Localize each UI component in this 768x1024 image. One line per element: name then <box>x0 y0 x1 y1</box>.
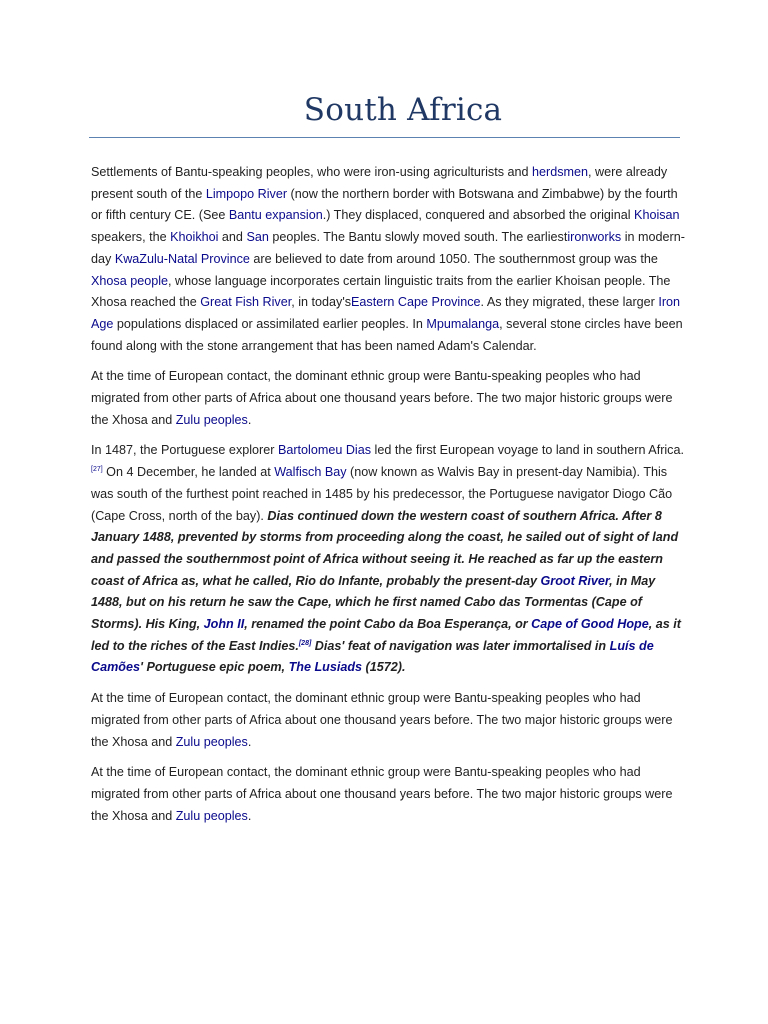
text-run: At the time of European contact, the dominant ethnic group were Bantu-speaking peoples who had migrated from other parts of Africa about one thousand years before. The two major historic groups were the Xhosa and <box>91 765 673 823</box>
link-zulu-peoples[interactable]: Zulu peoples <box>175 734 248 749</box>
paragraph-european-contact <box>91 366 689 431</box>
text-run: (now known as Walvis Bay in present-day Namibia). This was south of the furthest point reached in 1485 by his predecessor, the Portuguese navigator Diogo Cão (Cape Cross, north of the bay). <box>91 465 673 523</box>
link-iron-age[interactable]: Iron Age <box>91 295 681 331</box>
link-bartolomeu-dias[interactable]: Bartolomeu Dias <box>277 443 372 458</box>
text-run: . <box>247 412 252 427</box>
text-run: , renamed the point Cabo da Boa Esperança, or <box>244 617 532 632</box>
text-run: and <box>218 230 247 245</box>
reference-28[interactable]: [28] <box>298 639 312 647</box>
text-run: . <box>247 808 252 823</box>
text-run: , whose language incorporates certain linguistic traits from the earlier Khoisan people. The Xhosa reached the <box>91 273 671 310</box>
text-run: , were already present south of the <box>91 165 668 201</box>
text-run: , in today's <box>291 295 352 310</box>
reference-27[interactable]: [27] <box>91 465 103 473</box>
text-run: .) They displaced, conquered and absorbed the original <box>322 208 635 223</box>
link-john-ii[interactable]: John II <box>203 617 245 632</box>
page-title: South Africa <box>303 92 503 128</box>
link-cape-of-good-hope[interactable]: Cape of Good Hope <box>531 617 649 632</box>
text-run: On 4 December, he landed at <box>102 465 275 480</box>
text-run: (1572). <box>362 660 406 675</box>
link-ironworks[interactable]: ironworks <box>567 230 622 245</box>
paragraph-european-contact-repeat-2 <box>91 762 689 827</box>
link-bantu-expansion[interactable]: Bantu expansion <box>228 208 323 223</box>
text-run: Dias continued down the western coast of southern Africa. After 8 January 1488, prevented by storms from proceeding along the coast, he sailed out of sight of land and passed the southernmost point of Africa without seeing it. He reached as far up the eastern coast of Africa as, what he called, Rio do Infante, probably the present-day <box>91 508 679 588</box>
article-body <box>91 162 689 836</box>
link-mpumalanga[interactable]: Mpumalanga <box>426 316 500 331</box>
text-run: populations displaced or assimilated earlier peoples. In <box>113 316 427 331</box>
link-limpopo-river[interactable]: Limpopo River <box>205 186 288 201</box>
link-zulu-peoples[interactable]: Zulu peoples <box>175 412 248 427</box>
text-run: (now the northern border with Botswana and Zimbabwe) by the fourth or fifth century CE. (See <box>91 186 678 223</box>
link-great-fish-river[interactable]: Great Fish River <box>200 295 292 310</box>
text-run: In 1487, the Portuguese explorer <box>91 443 278 458</box>
emphasis-block <box>91 509 681 675</box>
link-kwazulu-natal-province[interactable]: KwaZulu-Natal Province <box>114 251 250 266</box>
link-xhosa-people[interactable]: Xhosa people <box>91 273 169 288</box>
text-run: in modern-day <box>91 230 685 266</box>
link-khoikhoi[interactable]: Khoikhoi <box>170 230 219 245</box>
text-run: , as it led to the riches of the East Indies. <box>91 617 681 653</box>
link-san[interactable]: San <box>246 230 269 245</box>
text-run: . As they migrated, these larger <box>480 295 659 310</box>
text-run: Settlements of Bantu-speaking peoples, who were iron-using agriculturists and <box>91 165 533 179</box>
text-run: speakers, the <box>91 230 171 245</box>
text-run: ' Portuguese epic poem, <box>140 660 289 675</box>
title-underline <box>89 137 680 138</box>
link-eastern-cape-province[interactable]: Eastern Cape Province <box>351 295 481 310</box>
link-herdsmen[interactable]: herdsmen <box>532 165 589 179</box>
link-walfisch-bay[interactable]: Walfisch Bay <box>274 465 347 480</box>
link-the-lusiads[interactable]: The Lusiads <box>288 660 363 675</box>
text-run: Dias' feat of navigation was later immortalised in <box>311 638 610 653</box>
text-run: , several stone circles have been found along with the stone arrangement that has been named Adam's Calendar. <box>91 316 683 353</box>
text-run: are believed to date from around 1050. The southernmost group was the <box>249 251 658 266</box>
text-run: , in May 1488, but on his return he saw the Cape, which he first named Cabo das Tormentas (Cape of Storms). His King, <box>91 573 656 632</box>
text-run: peoples. The Bantu slowly moved south. The earliest <box>268 230 568 245</box>
text-run: . <box>247 734 252 749</box>
paragraph-portuguese-explorer <box>91 440 689 679</box>
link-khoisan[interactable]: Khoisan <box>634 208 680 223</box>
text-run: led the first European voyage to land in southern Africa. <box>371 443 684 458</box>
text-run: At the time of European contact, the dominant ethnic group were Bantu-speaking peoples who had migrated from other parts of Africa about one thousand years before. The two major historic groups were the Xhosa and <box>91 369 673 427</box>
link-groot-river[interactable]: Groot River <box>540 573 610 588</box>
link-zulu-peoples[interactable]: Zulu peoples <box>175 808 248 823</box>
text-run: At the time of European contact, the dominant ethnic group were Bantu-speaking peoples who had migrated from other parts of Africa about one thousand years before. The two major historic groups were the Xhosa and <box>91 691 673 749</box>
link-luis-de-camoes[interactable]: Luís de Camões <box>91 638 654 675</box>
paragraph-bantu-settlements <box>91 162 689 357</box>
paragraph-european-contact-repeat-1 <box>91 688 689 753</box>
